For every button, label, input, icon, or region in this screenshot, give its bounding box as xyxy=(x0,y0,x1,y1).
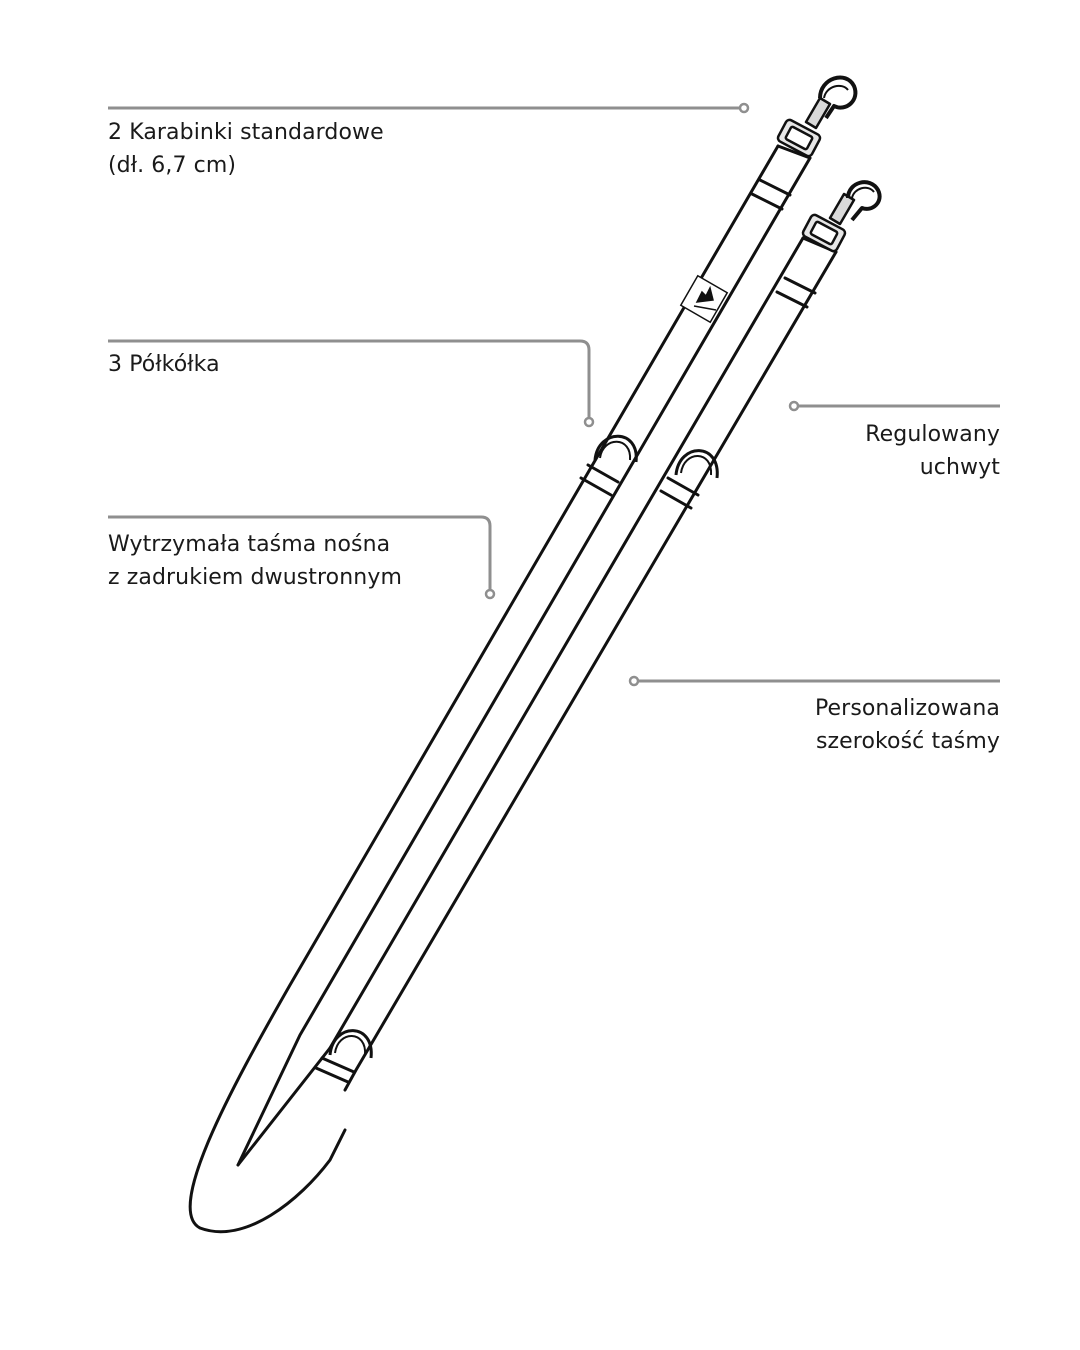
strap-1-inner-edge xyxy=(238,158,810,1165)
band-bottom-a xyxy=(322,1058,354,1072)
callout-dot-handle xyxy=(790,402,798,410)
band-bottom-b xyxy=(316,1068,348,1082)
band-strap-2-a xyxy=(785,278,815,293)
band-strap-2-b xyxy=(777,292,807,307)
carabiner-clip-icon-1 xyxy=(777,77,856,157)
callout-dot-width xyxy=(630,677,638,685)
callout-handle-line1: Regulowany xyxy=(865,422,1000,447)
callout-width-line2: szerokość taśmy xyxy=(815,729,1000,754)
callout-label-rings xyxy=(108,348,220,381)
callout-handle-line2: uchwyt xyxy=(919,455,1000,480)
band-strap-1-d xyxy=(581,478,611,495)
leash-outline xyxy=(190,146,836,1232)
band-strap-1-a xyxy=(760,180,790,195)
callout-dot-rings xyxy=(585,418,593,426)
callout-label-carabiners xyxy=(108,116,384,182)
callout-webbing-line2: z zadrukiem dwustronnym xyxy=(108,565,402,590)
band-strap-2-c xyxy=(668,478,698,495)
callout-dot-webbing xyxy=(486,590,494,598)
callout-carabiners-line1: 2 Karabinki standardowe xyxy=(108,120,384,145)
strap-2-left-edge xyxy=(330,238,803,1048)
callout-label-width xyxy=(815,692,1000,758)
band-strap-1-c xyxy=(588,465,618,482)
band-strap-2-d xyxy=(661,491,691,508)
carabiner-clip-icon-2 xyxy=(802,182,880,252)
callout-rings-line1: 3 Półkółka xyxy=(108,352,220,377)
callout-label-webbing xyxy=(108,528,402,594)
callout-width-line1: Personalizowana xyxy=(814,696,1000,721)
callout-webbing-line1: Wytrzymała taśma nośna xyxy=(108,532,391,557)
band-strap-1-b xyxy=(752,194,782,209)
callout-carabiners-line2: (dł. 6,7 cm) xyxy=(108,153,237,178)
callout-dot-carabiners xyxy=(740,104,748,112)
callout-label-handle xyxy=(865,418,1000,484)
